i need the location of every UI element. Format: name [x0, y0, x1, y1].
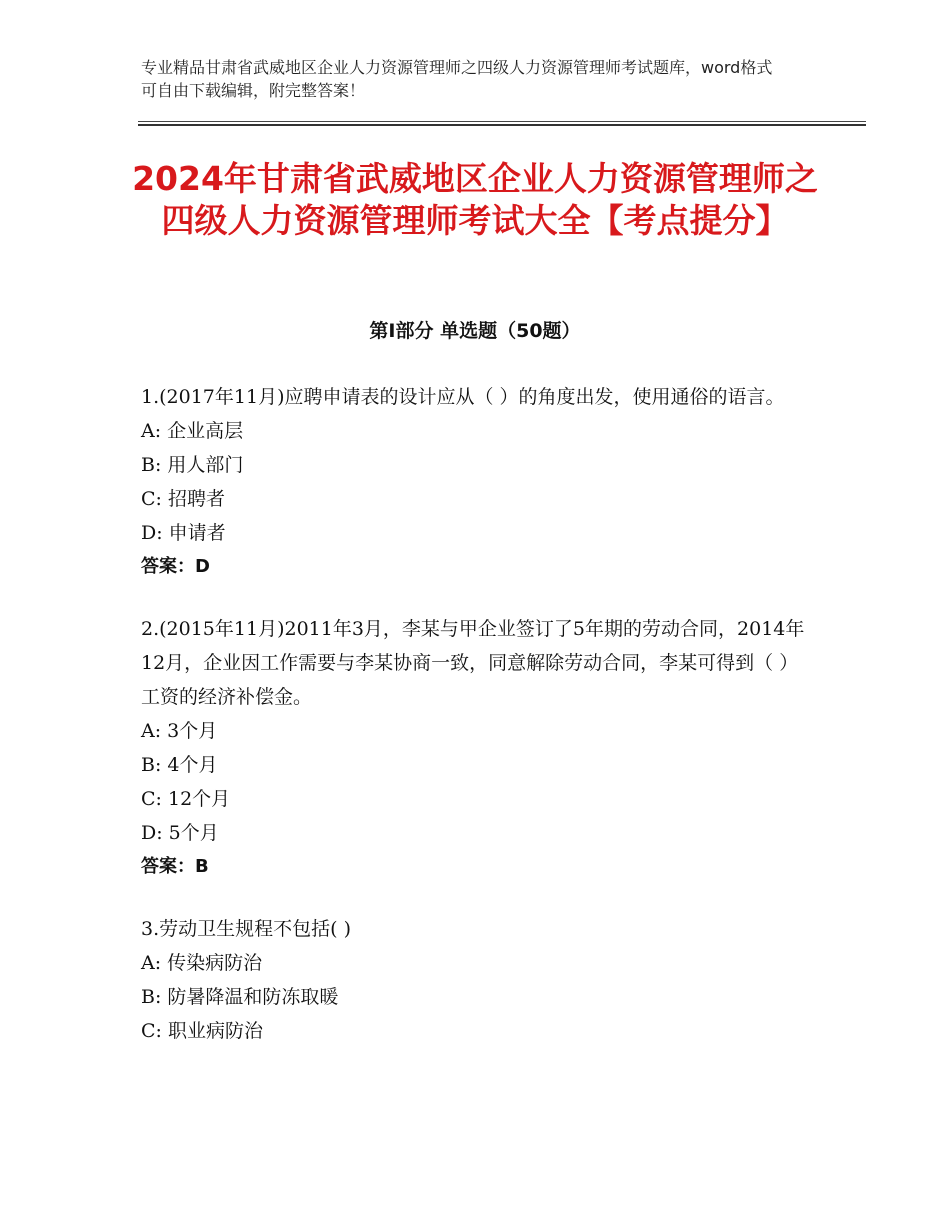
question-2	[141, 612, 811, 884]
document-header-note: 专业精品甘肃省武威地区企业人力资源管理师之四级人力资源管理师考试题库，word格式可自由下载编辑，附完整答案！	[141, 58, 773, 100]
answer-line: 答案：B	[141, 856, 209, 877]
option-c: C: 招聘者	[141, 488, 225, 510]
question-text: 1.(2017年11月)应聘申请表的设计应从（ ）的角度出发，使用通俗的语言。	[141, 386, 785, 408]
option-c: C: 职业病防治	[141, 1020, 263, 1042]
document-title: 2024年甘肃省武威地区企业人力资源管理师之四级人力资源管理师考试大全【考点提分】	[132, 159, 818, 240]
option-d: D: 申请者	[141, 522, 226, 544]
option-b: B: 4个月	[141, 754, 218, 776]
answer-line: 答案：D	[141, 556, 210, 577]
header-divider-thin	[138, 121, 866, 122]
question-3	[141, 912, 811, 1048]
header-divider-thick	[138, 124, 866, 126]
option-a: A: 3个月	[141, 720, 218, 742]
option-c: C: 12个月	[141, 788, 231, 810]
question-list	[141, 380, 811, 1076]
option-d: D: 5个月	[141, 822, 219, 844]
question-text: 2.(2015年11月)2011年3月，李某与甲企业签订了5年期的劳动合同，2014年12月，企业因工作需要与李某协商一致，同意解除劳动合同，李某可得到（ ）工资的经济补偿金。	[141, 618, 805, 708]
option-b: B: 用人部门	[141, 454, 244, 476]
section-title: 第Ⅰ部分 单选题（50题）	[369, 320, 581, 342]
question-1	[141, 380, 811, 584]
question-text: 3.劳动卫生规程不包括( )	[141, 918, 351, 940]
option-a: A: 企业高层	[141, 420, 244, 442]
option-b: B: 防暑降温和防冻取暖	[141, 986, 339, 1008]
option-a: A: 传染病防治	[141, 952, 263, 974]
